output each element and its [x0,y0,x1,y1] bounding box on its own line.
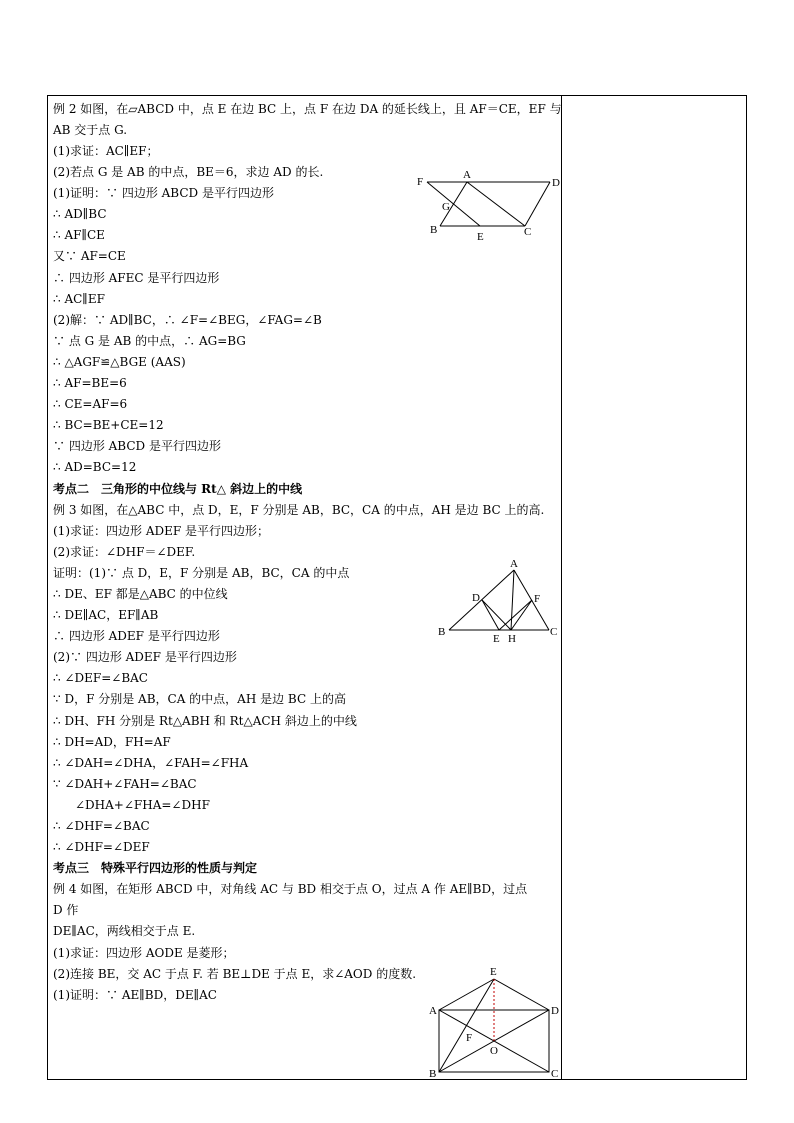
label-d: D [472,592,480,604]
ex2-step: ∴ 四边形 AFEC 是平行四边形 [53,270,220,285]
ex4-title-line-1: 例 4 如图，在矩形 ABCD 中，对角线 AC 与 BD 相交于点 O，过点 A 作 AE∥BD，过点 [53,882,528,897]
table-frame [47,95,747,1080]
ex4-step: (1)证明：∵ AE∥BD，DE∥AC [53,987,217,1002]
label-b: B [429,1068,437,1080]
segment-ae [439,979,494,1010]
ex3-question-2: (2)求证：∠DHF＝∠DEF. [53,544,196,559]
segment-ef [499,600,532,630]
label-b: B [438,626,446,638]
ex3-step: ∴ ∠DEF=∠BAC [53,671,148,686]
label-h: H [508,633,516,645]
ex4-question-1: (1)求证：四边形 AODE 是菱形； [53,945,235,960]
ex3-question-1: (1)求证：四边形 ADEF 是平行四边形； [53,523,270,538]
ex2-question-1: (1)求证：AC∥EF； [53,144,159,158]
ex3-step: ∵ D，F 分别是 AB，CA 的中点，AH 是边 BC 上的高 [53,692,346,707]
ex2-step: ∴ AD∥BC [53,207,107,222]
label-e: E [477,231,484,243]
segment-fe [427,182,480,226]
label-f: F [534,593,541,605]
ex2-step: ∴ AD=BC=12 [53,460,137,475]
label-d: D [552,177,560,189]
segment-ah [511,570,514,630]
topic-3-heading: 考点三 特殊平行四边形的性质与判定 [53,861,258,876]
ex3-title: 例 3 如图，在△ABC 中，点 D，E，F 分别是 AB，BC，CA 的中点，AH 是边 BC 上的高. [53,502,545,517]
ex2-step: ∴ AF=BE=6 [53,376,127,391]
label-o: O [490,1045,498,1057]
ex2-title: 例 2 如图，在▱ABCD 中，点 E 在边 BC 上，点 F 在边 DA 的延长线上，且 AF＝CE，EF 与 AB 交于点 G. [53,102,562,137]
label-e: E [490,966,497,978]
ex3-step: ∴ DE、EF 都是△ABC 的中位线 [53,586,228,601]
ex2-question-2: (2)若点 G 是 AB 的中点，BE＝6，求边 AD 的长. [53,165,324,180]
ex4-question-2: (2)连接 BE，交 AC 于点 F. 若 BE⊥DE 于点 E，求∠AOD 的度数. [53,966,417,981]
ex3-step: ∵ ∠DAH+∠FAH=∠BAC [53,776,197,791]
ex2-step: 又∵ AF=CE [53,249,126,264]
segment-be [439,979,494,1072]
label-f: F [417,176,424,188]
ex2-step: ∵ 四边形 ABCD 是平行四边形 [53,439,221,454]
label-d: D [551,1005,559,1017]
ex3-step: ∴ ∠DHF=∠DEF [53,840,150,855]
ex3-step: ∴ DE∥AC，EF∥AB [53,608,159,623]
ex3-step: ∴ ∠DAH=∠DHA，∠FAH=∠FHA [53,755,249,770]
ex3-triangle-figure [435,555,565,645]
label-a: A [429,1005,437,1017]
ex3-step: ∴ DH、FH 分别是 Rt△ABH 和 Rt△ACH 斜边上的中线 [53,713,357,728]
segment-fh [511,600,532,630]
label-g: G [442,201,450,213]
ex4-title-line-2: D 作 [53,903,79,918]
ex2-step: (1)证明：∵ 四边形 ABCD 是平行四边形 [53,186,274,201]
label-f: F [466,1032,473,1044]
label-c: C [550,626,558,638]
ex3-step: 证明：(1)∵ 点 D，E，F 分别是 AB，BC，CA 的中点 [53,565,350,580]
ex3-step: ∠DHA+∠FHA=∠DHF [75,797,210,812]
label-a: A [510,558,518,570]
ex2-step: ∴ BC=BE+CE=12 [53,418,164,433]
label-c: C [551,1068,559,1080]
ex3-step: ∴ DH=AD，FH=AF [53,734,171,749]
ex2-step: ∴ CE=AF=6 [53,397,128,412]
segment-dc [525,182,550,226]
label-e: E [493,633,500,645]
ex2-step: ∴ AF∥CE [53,228,105,243]
ex2-step: (2)解：∵ AD∥BC，∴ ∠F=∠BEG，∠FAG=∠B [53,312,322,327]
ex3-step: ∴ ∠DHF=∠BAC [53,819,150,833]
label-a: A [463,169,471,181]
ex4-title-line-3: DE∥AC，两线相交于点 E. [53,924,196,939]
segment-ab [449,570,514,630]
label-c: C [524,226,532,238]
label-b: B [430,224,438,236]
ex2-parallelogram-figure [410,160,570,245]
ex3-step: ∴ 四边形 ADEF 是平行四边形 [53,629,220,644]
ex3-step: (2)∵ 四边形 ADEF 是平行四边形 [53,650,237,665]
ex2-step: ∴ AC∥EF [53,291,105,306]
segment-ac [467,182,525,226]
ex4-rectangle-figure [425,962,565,1080]
topic-2-heading: 考点二 三角形的中位线与 Rt△ 斜边上的中线 [53,481,303,496]
ex2-step: ∵ 点 G 是 AB 的中点，∴ AG=BG [53,333,246,348]
segment-de [494,979,549,1010]
ex2-step: ∴ △AGF≌△BGE (AAS) [53,354,186,369]
